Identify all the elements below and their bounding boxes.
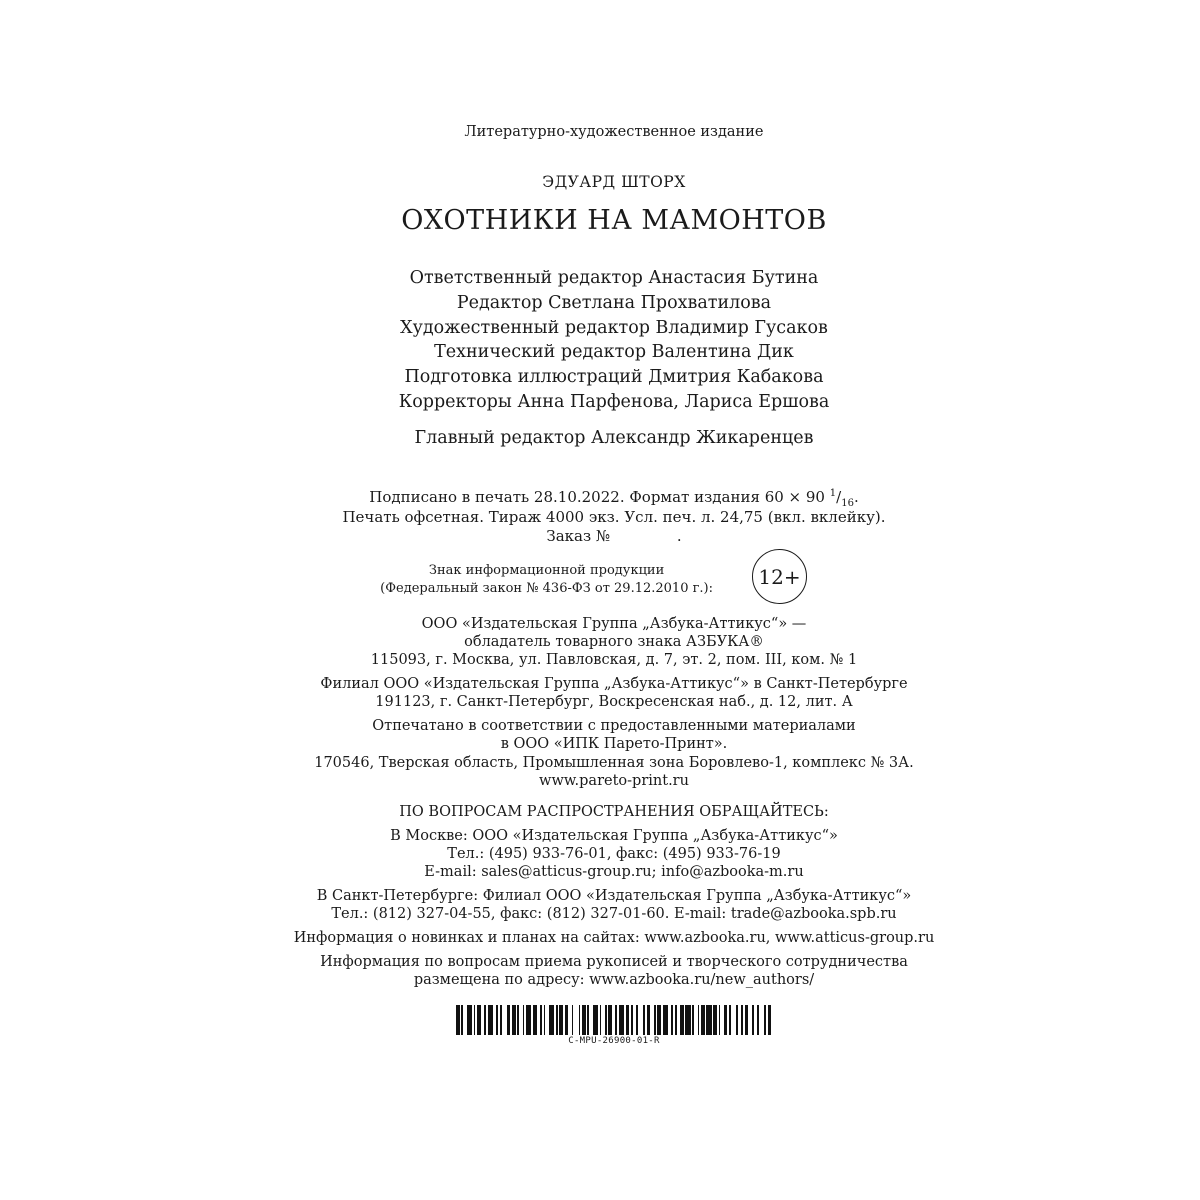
moscow-phone: Тел.: (495) 933-76-01, факс: (495) 933-76-19 (447, 846, 781, 862)
branch-address: 191123, г. Санкт-Петербург, Воскресенская наб., д. 12, лит. А (375, 694, 853, 710)
manuscripts-address: размещена по адресу: www.azbooka.ru/new_authors/ (413, 972, 815, 988)
spb-contact: В Санкт-Петербурге: Филиал ООО «Издательская Группа „Азбука-Аттикус“» (316, 888, 912, 904)
barcode-number: C-MPU-26900-01-R (568, 1036, 660, 1046)
spb-phone: Тел.: (812) 327-04-55, факс: (812) 327-01-60. E-mail: trade@azbooka.spb.ru (331, 906, 897, 922)
staff-line: Подготовка иллюстраций Дмитрия Кабакова (404, 367, 824, 387)
format-fraction: $^1/_{16}$ (829, 488, 854, 509)
printer-address: 170546, Тверская область, Промышленная зона Боровлево-1, комплекс № 3А. (314, 755, 914, 771)
barcode-bar (768, 1005, 772, 1035)
distribution-heading: ПО ВОПРОСАМ РАСПРОСТРАНЕНИЯ ОБРАЩАЙТЕСЬ: (399, 804, 829, 820)
printer-line: в ООО «ИПК Парето-Принт». (500, 736, 728, 752)
signed-text: Подписано в печать 28.10.2022. Формат издания 60 × 90 (369, 488, 825, 506)
barcode (456, 1005, 772, 1035)
genre-label: Литературно-художественное издание (464, 124, 764, 140)
staff-line: Технический редактор Валентина Дик (434, 342, 794, 362)
publisher-address: 115093, г. Москва, ул. Павловская, д. 7, эт. 2, пом. III, ком. № 1 (370, 652, 858, 668)
order-label: Заказ № (546, 527, 611, 545)
age-sign-label-2: (Федеральный закон № 436-ФЗ от 29.12.2010 г.): (380, 581, 713, 596)
signed-suffix: . (853, 488, 859, 506)
printer-website: www.pareto-print.ru (539, 773, 689, 789)
book-title: ОХОТНИКИ НА МАМОНТОВ (401, 205, 827, 236)
printer-line: Отпечатано в соответствии с предоставленными материалами (372, 718, 856, 734)
publisher-line: обладатель товарного знака АЗБУКА® (464, 634, 764, 650)
staff-line: Редактор Светлана Прохватилова (456, 293, 772, 313)
moscow-contact: В Москве: ООО «Издательская Группа „Азбука-Аттикус“» (390, 828, 838, 844)
manuscripts-line: Информация по вопросам приема рукописей и творческого сотрудничества (320, 954, 908, 970)
order-end: . (676, 527, 682, 545)
moscow-email: E-mail: sales@atticus-group.ru; info@azbooka-m.ru (424, 864, 804, 880)
format-numerator: 1 (829, 488, 837, 499)
print-line: Печать офсетная. Тираж 4000 экз. Усл. печ. л. 24,75 (вкл. вклейку). (342, 508, 886, 526)
chief-editor: Главный редактор Александр Жикаренцев (414, 428, 814, 448)
staff-line: Художественный редактор Владимир Гусаков (400, 318, 828, 338)
age-sign-label-1: Знак информационной продукции (428, 563, 665, 578)
format-denominator: 16 (841, 498, 854, 509)
age-sign-label (380, 562, 713, 598)
staff-line: Ответственный редактор Анастасия Бутина (409, 268, 819, 288)
branch-line: Филиал ООО «Издательская Группа „Азбука-Аттикус“» в Санкт-Петербурге (320, 676, 908, 692)
order-line (0, 527, 1200, 545)
websites-line: Информация о новинках и планах на сайтах: www.azbooka.ru, www.atticus-group.ru (293, 930, 935, 946)
publisher-line: ООО «Издательская Группа „Азбука-Аттикус“» — (421, 616, 807, 632)
author-name: ЭДУАРД ШТОРХ (542, 173, 686, 191)
signed-line (0, 488, 1200, 509)
age-rating-badge: 12+ (752, 549, 807, 604)
staff-line: Корректоры Анна Парфенова, Лариса Ершова (398, 392, 830, 412)
